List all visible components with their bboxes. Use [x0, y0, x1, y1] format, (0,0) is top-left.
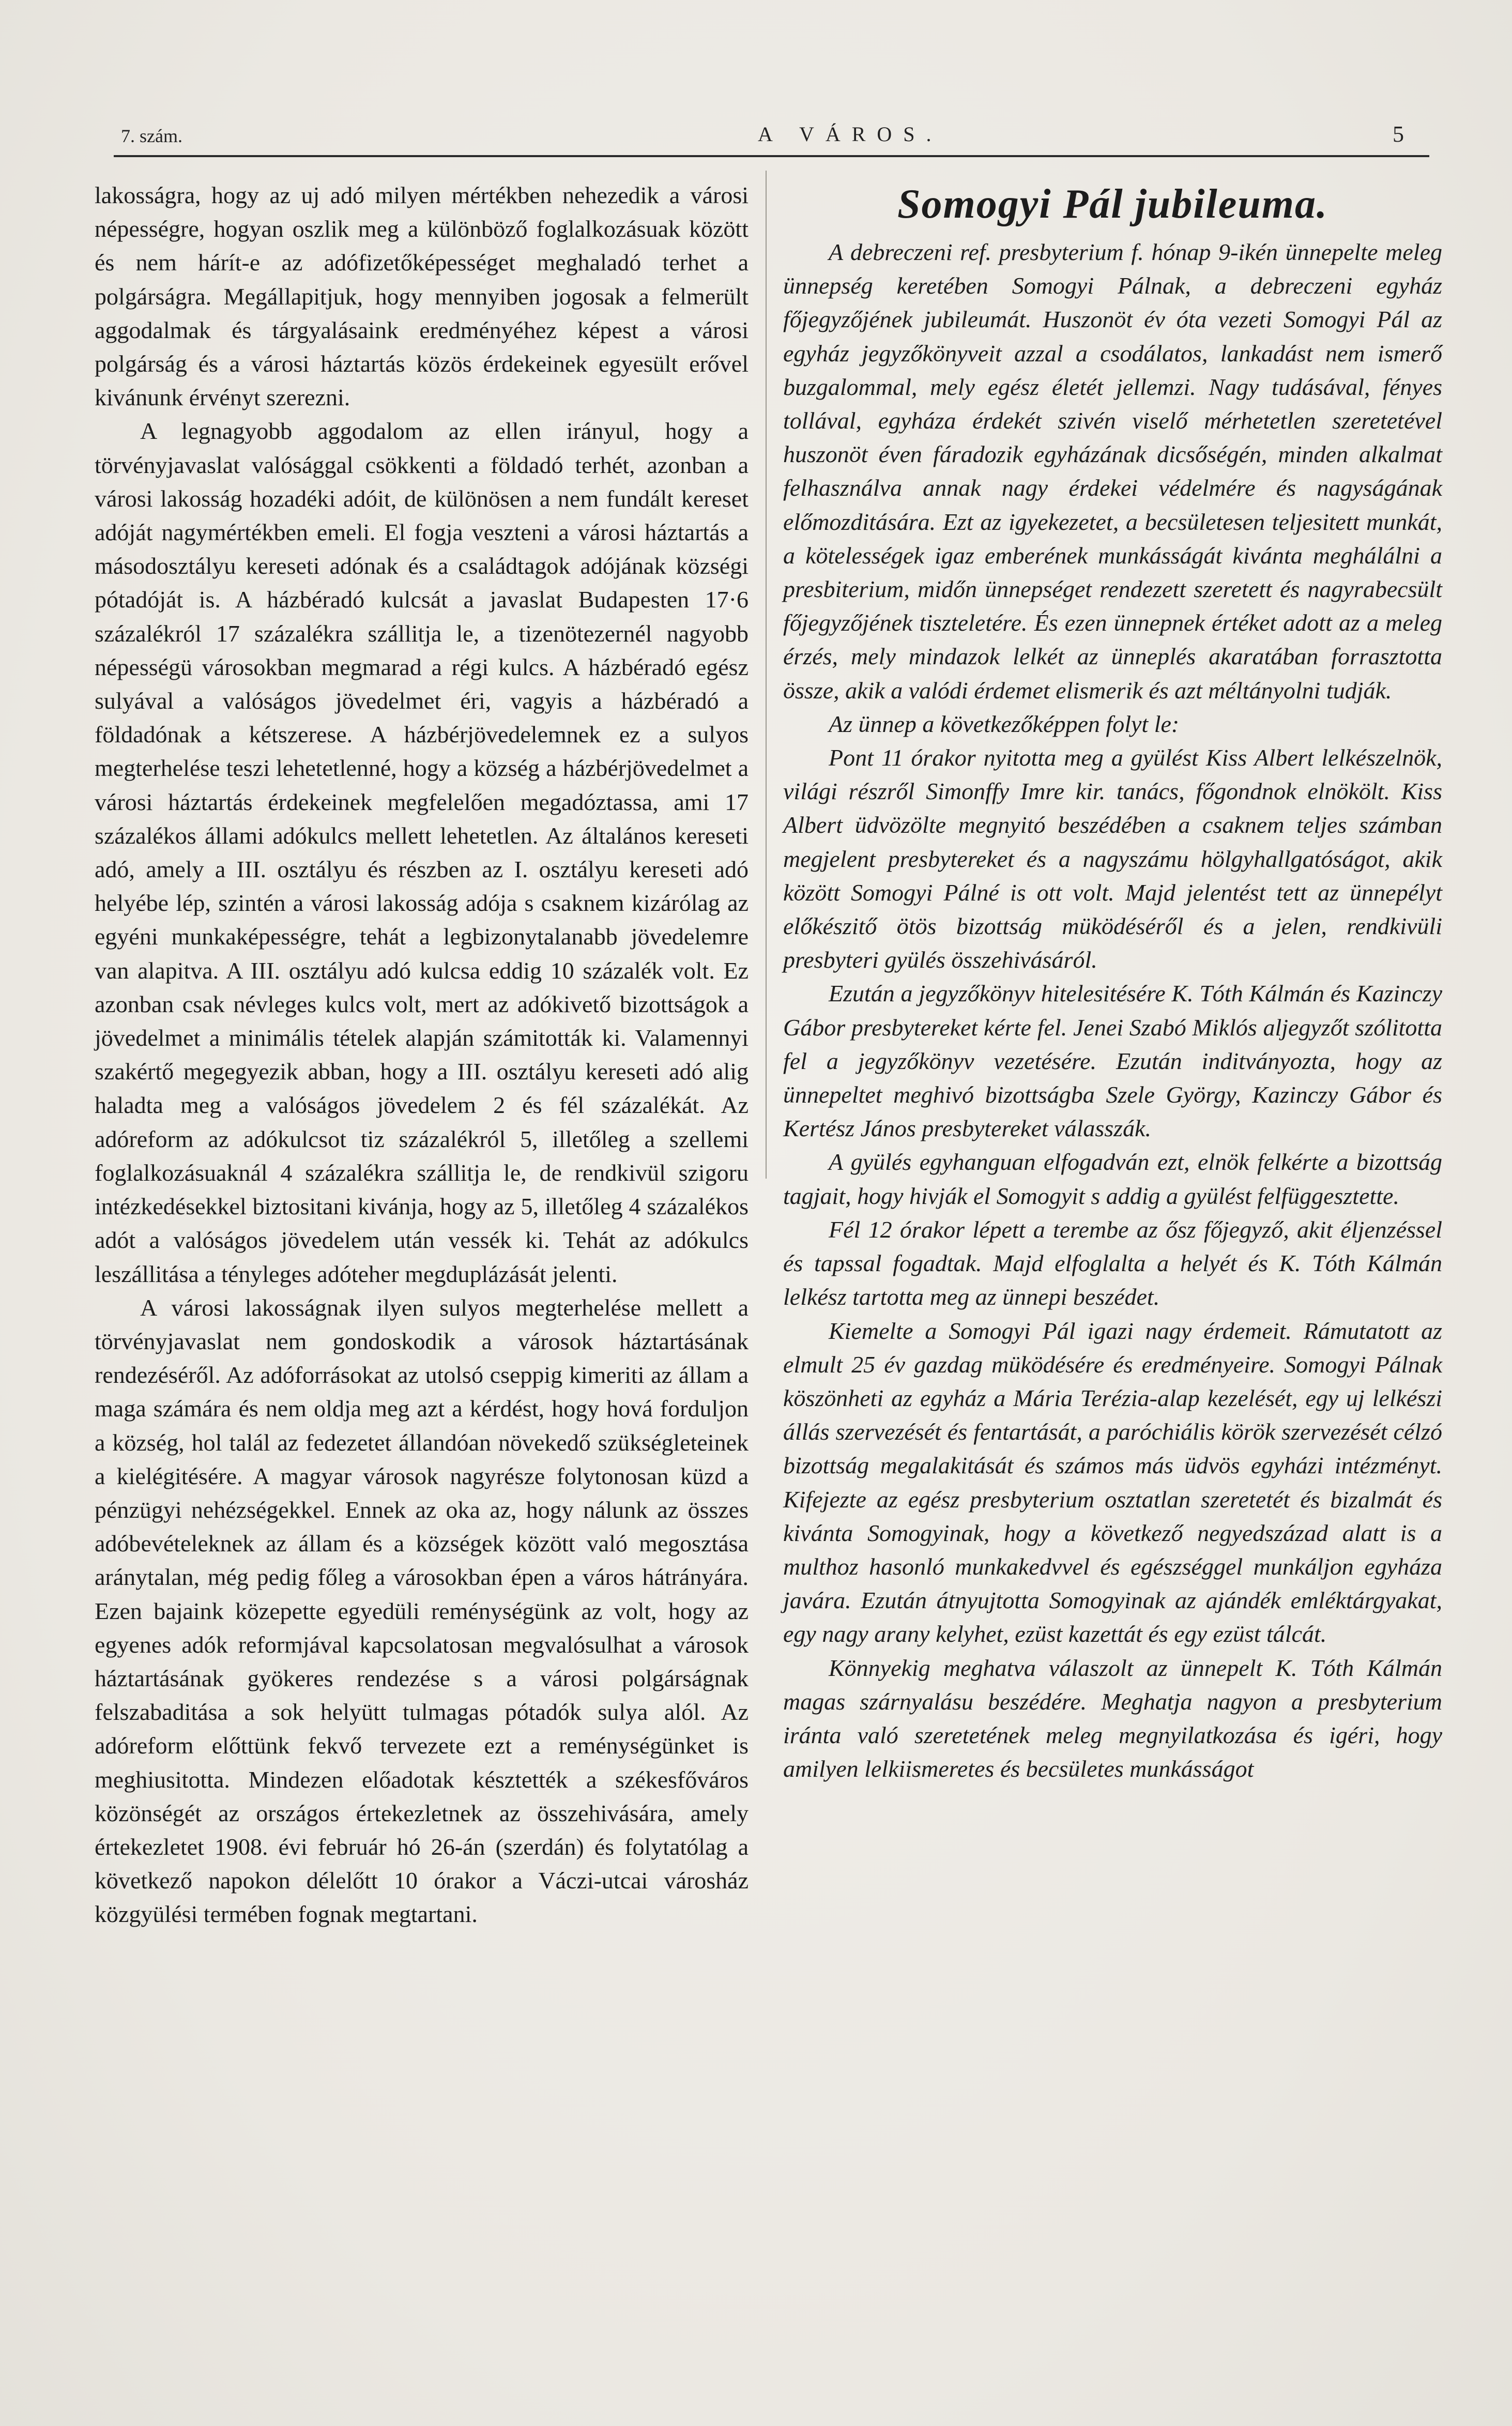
left-column [95, 178, 749, 1931]
left-paragraph-2: A legnagyobb aggodalom az ellen irányul, hogy a törvényjavaslat valósággal csökkenti a földadó terhét, azonban a városi lakosság hozadéki adóit, de különösen a nem fundált kereset adóját nagymértékben emeli. El fogja veszteni a városi háztartás a másodosztályu kereseti adónak és a családtagok adójának községi pótadóját is. A házbéradó kulcsát a javaslat Budapesten 17·6 százalékról 17 százalékra szállitja le, a tizenötezernél nagyobb népességü városokban megmarad a régi kulcs. A házbéradó egész sulyával a valóságos jövedelmet éri, vagyis a házbéradó a földadónak a kétszerese. A házbérjövedelemnek ez a sulyos megterhelése teszi lehetetlenné, hogy a község a házbérjövedelmet a városi háztartás érdekeinek megfelelően megadóztassa, ami 17 százalékos állami adókulcs mellett lehetetlen. Az általános kereseti adó, amely a III. osztályu és részben az I. osztályu kereseti adó helyébe lép, szintén a városi lakosság adója s csaknem kizárólag az egyéni munkaképességre, tehát a legbizonytalanabb jövedelemre van alapitva. A III. osztályu adó kulcsa eddig 10 százalék volt. Ez azonban csak névleges kulcs volt, mert az adókivető bizottságok a jövedelmet a minimális tételek alapján számitották ki. Valamennyi szakértő megegyezik abban, hogy a III. osztályu kereseti adó alig haladta meg a valóságos jövedelem 2 és fél százalékát. Az adóreform az adókulcsot tiz százalékról 5, illetőleg a szellemi foglalkozásuaknál 4 százalékra szállitja le, de rendkivül szigoru intézkedésekkel biztositani kivánja, hogy az 5, illetőleg 4 százalékos adót a valóságos jövedelem után vessék ki. Tehát az adókulcs leszállitása a tényleges adóteher megduplázását jelenti. [95, 418, 749, 1287]
right-paragraph-7: Kiemelte a Somogyi Pál igazi nagy érdemeit. Rámutatott az elmult 25 év gazdag müködésére és eredményeire. Somogyi Pálnak köszönheti az egyház a Mária Terézia-alap kezelését, egy uj lelkészi állás szervezését és fentartását, a paróchiális körök szervezését célzó bizottság megalakitását és számos más üdvös egyházi intézményt. Kifejezte az egész presbyterium osztatlan szeretetét és bizalmát és kivánta Somogyinak, hogy a következő negyedszázad alatt is a multhoz hasonló munkakedvvel és egészséggel munkáljon egyháza javára. Ezután átnyujtotta Somogyinak az ajándék emléktárgyakat, egy nagy arany kelyhet, ezüst kazettát és egy ezüst tálcát. [783, 1317, 1442, 1647]
right-paragraph-5: A gyülés egyhanguan elfogadván ezt, elnök felkérte a bizottság tagjait, hogy hivják el Somogyit s addig a gyülést felfüggesztette. [783, 1149, 1442, 1209]
page-header [96, 119, 1414, 155]
right-paragraph-4: Ezután a jegyzőkönyv hitelesitésére K. Tóth Kálmán és Kazinczy Gábor presbytereket kérte fel. Jenei Szabó Miklós aljegyzőt szólitotta fel a jegyzőkönyv vezetésére. Ezután inditványozta, hogy az ünnepeltet meghivó bizottságba Szele György, Kazinczy Gábor és Kertész János presbytereket válasszák. [783, 980, 1442, 1142]
page-number: 5 [1393, 121, 1404, 147]
left-paragraph-1: lakosságra, hogy az uj adó milyen mértékben nehezedik a városi népességre, hogyan oszlik meg a különböző foglalkozásuak között és nem hárít-e az adófizetőképességet meghaladó terhet a polgárságra. Megállapitjuk, hogy mennyiben jogosak a felmerült aggodalmak és tárgyalásaink eredményéhez képest a városi polgárság és a városi háztartás közös érdekeinek egyesült erővel kivánunk érvényt szerezni. [95, 182, 749, 411]
issue-number: 7. szám. [121, 126, 182, 146]
header-rule [114, 155, 1429, 157]
right-paragraph-2: Az ünnep a következőképpen folyt le: [829, 710, 1180, 737]
right-paragraph-1: A debreczeni ref. presbyterium f. hónap 9-ikén ünnepelte meleg ünnepség keretében Somogyi Pálnak, a debreczeni egyház főjegyzőjének jubileumát. Huszonöt év óta vezeti Somogyi Pál az egyház jegyzőkönyveit azzal a csodálatos, lankadást nem ismerő buzgalommal, mely egész életét jellemzi. Nagy tudásával, fényes tollával, egyháza érdekét szivén viselő mérhetetlen szeretetével huszonöt éven fáradozik egyházának dicsőségén, minden alkalmat felhasználva annak nagy érdekei védelmére és nagyságának előmozditására. Ezt az igyekezetet, a becsületesen teljesitett munkát, a kötelességek igaz emberének munkásságát kivánta meghálálni a presbiterium, midőn ünnepséget rendezett szeretett és nagyrabecsült főjegyzőjének tiszteletére. És ezen ünnepnek értéket adott az a meleg érzés, mely mindazok lelkét az ünneplés akaratában forrasztotta össze, akik a valódi érdemet elismerik és azt méltányolni tudják. [783, 239, 1442, 704]
column-divider [766, 171, 767, 1179]
right-paragraph-8: Könnyekig meghatva válaszolt az ünnepelt K. Tóth Kálmán magas szárnyalásu beszédére. Meghatja nagyon a presbyterium iránta való szeretetének meleg megnyilatkozása és igéri, hogy amilyen lelkiismeretes és becsületes munkásságot [783, 1654, 1442, 1782]
journal-title: A VÁROS. [758, 123, 943, 146]
right-column [783, 178, 1442, 1786]
right-paragraph-3: Pont 11 órakor nyitotta meg a gyülést Kiss Albert lelkészelnök, világi részről Simonffy Imre kir. tanács, főgondnok elnökölt. Kiss Albert üdvözölte megnyitó beszédében a csaknem teljes számban megjelent presbytereket és a nagyszámu hölgyhallgatóságot, akik között Somogyi Pálné is ott volt. Majd jelentést tett az ünnepélyt előkészitő ötös bizottság müködéséről és a jelen, rendkivüli presbyteri gyülés összehivásáról. [783, 744, 1442, 973]
left-paragraph-3: A városi lakosságnak ilyen sulyos megterhelése mellett a törvényjavaslat nem gondoskodik a városok háztartásának rendezéséről. Az adóforrásokat az utolsó cseppig kimeriti az állam a maga számára és nem oldja meg azt a kérdést, hogy hová forduljon a község, hol talál az fedezetet állandóan növekedő szükségleteinek a kielégitésére. A magyar városok nagyrésze folytonosan küzd a pénzügyi nehézségekkel. Ennek az oka az, hogy nálunk az összes adóbevételeknek az állam és a községek között való megosztása aránytalan, még pedig főleg a városokban épen a város hátrányára. Ezen bajaink közepette egyedüli reménységünk az volt, hogy az egyenes adók reformjával kapcsolatosan megvalósulhat a városok háztartásának gyökeres rendezése s a városi polgárságnak felszabaditása a sok helyütt tulmagas pótadók sulya alól. Az adóreform előttünk fekvő tervezete ezt a reménységünket is meghiusitotta. Mindezen előadotak késztették a székesfőváros közönségét az országos értekezletnek az összehivására, amely értekezletet 1908. évi február hó 26-án (szerdán) és folytatólag a következő napokon délelőtt 10 órakor a Váczi-utcai városház közgyülési termében fognak megtartani. [95, 1294, 749, 1928]
right-paragraph-6: Fél 12 órakor lépett a terembe az ősz főjegyző, akit éljenzéssel és tapssal fogadtak. Majd elfoglalta a helyét és K. Tóth Kálmán lelkész tartotta meg az ünnepi beszédet. [783, 1216, 1442, 1310]
article-title: Somogyi Pál jubileuma. [897, 181, 1328, 227]
